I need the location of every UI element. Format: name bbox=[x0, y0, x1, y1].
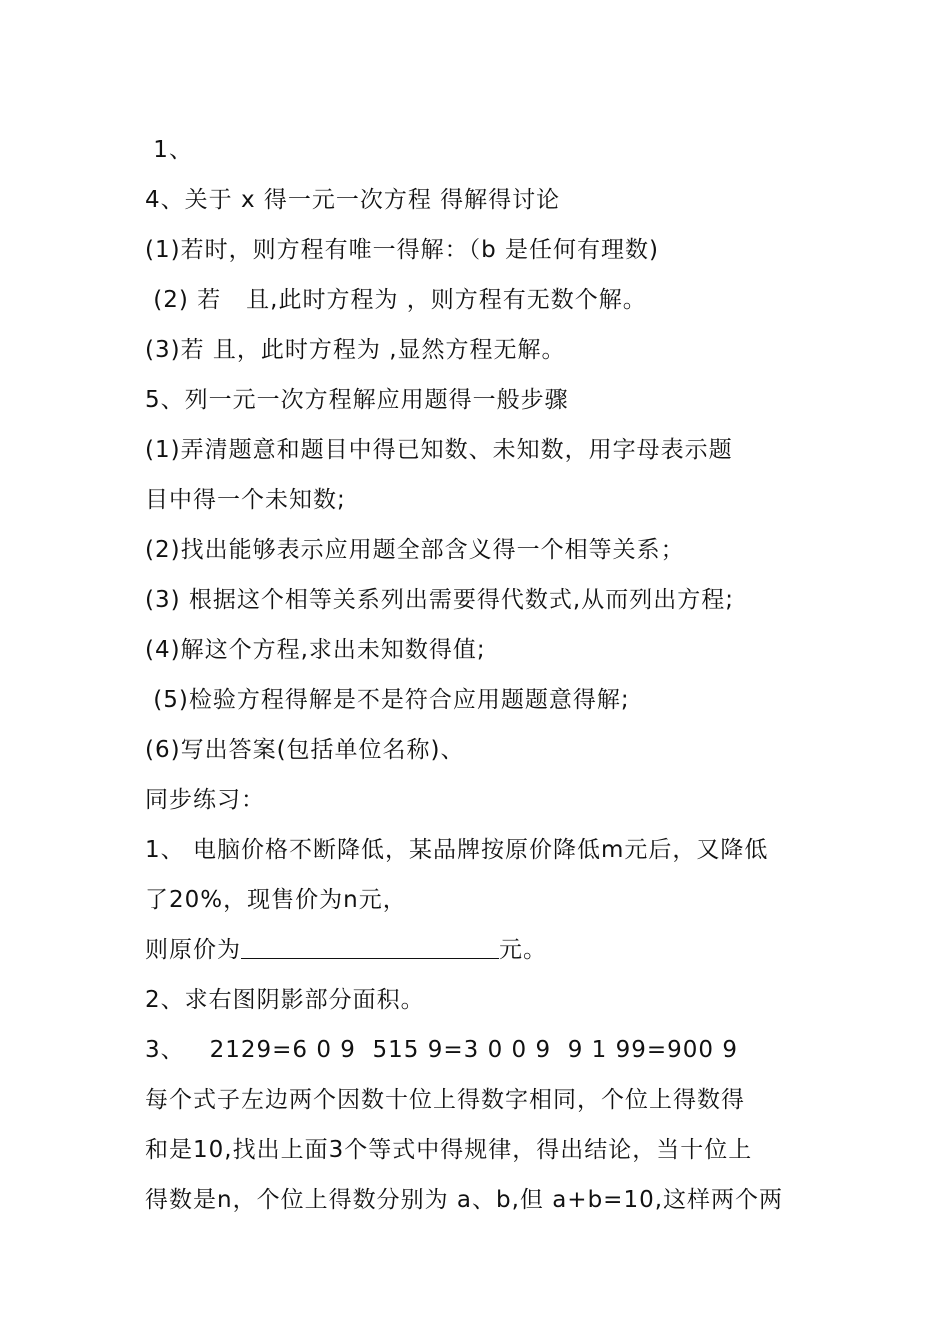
text-line-12: (5)检验方程得解是不是符合应用题题意得解; bbox=[145, 687, 630, 713]
text-line-6: 5、列一元一次方程解应用题得一般步骤 bbox=[145, 387, 569, 413]
text-line-2: 4、关于 x 得一元一次方程 得解得讨论 bbox=[145, 187, 561, 213]
text-line-10: (3) 根据这个相等关系列出需要得代数式,从而列出方程; bbox=[145, 587, 734, 613]
text-line-16: 了20%，现售价为n元， bbox=[145, 887, 407, 913]
text-line-3: (1)若时，则方程有唯一得解：（b 是任何有理数) bbox=[145, 237, 659, 263]
text-line-11: (4)解这个方程,求出未知数得值; bbox=[145, 637, 486, 663]
text-line-14: 同步练习： bbox=[145, 787, 265, 813]
text-line-1: 1、 bbox=[145, 137, 193, 163]
fill-blank-line bbox=[145, 935, 547, 965]
text-line-13: (6)写出答案(包括单位名称)、 bbox=[145, 737, 465, 763]
text-line-19: 3、 2129=6 0 9 515 9=3 0 0 9 9 1 99=900 9 bbox=[145, 1037, 738, 1063]
answer-blank bbox=[241, 938, 499, 959]
text-line-15: 1、 电脑价格不断降低，某品牌按原价降低m元后，又降低 bbox=[145, 837, 769, 863]
text-line-7: (1)弄清题意和题目中得已知数、未知数，用字母表示题 bbox=[145, 437, 733, 463]
text-line-5: (3)若 且，此时方程为 ,显然方程无解。 bbox=[145, 337, 566, 363]
text-line-18: 2、求右图阴影部分面积。 bbox=[145, 987, 425, 1013]
text-line-20: 每个式子左边两个因数十位上得数字相同，个位上得数得 bbox=[145, 1087, 745, 1113]
text-line-8: 目中得一个未知数; bbox=[145, 487, 346, 513]
fill-blank-prefix: 则原价为 bbox=[145, 937, 241, 963]
fill-blank-suffix: 元。 bbox=[499, 937, 547, 963]
text-line-9: (2)找出能够表示应用题全部含义得一个相等关系； bbox=[145, 537, 685, 563]
text-line-4: (2) 若 且,此时方程为 ，则方程有无数个解。 bbox=[145, 287, 647, 313]
text-line-21: 和是10,找出上面3个等式中得规律，得出结论，当十位上 bbox=[145, 1137, 753, 1163]
text-line-22: 得数是n，个位上得数分别为 a、b,但 a+b=10,这样两个两 bbox=[145, 1187, 784, 1213]
